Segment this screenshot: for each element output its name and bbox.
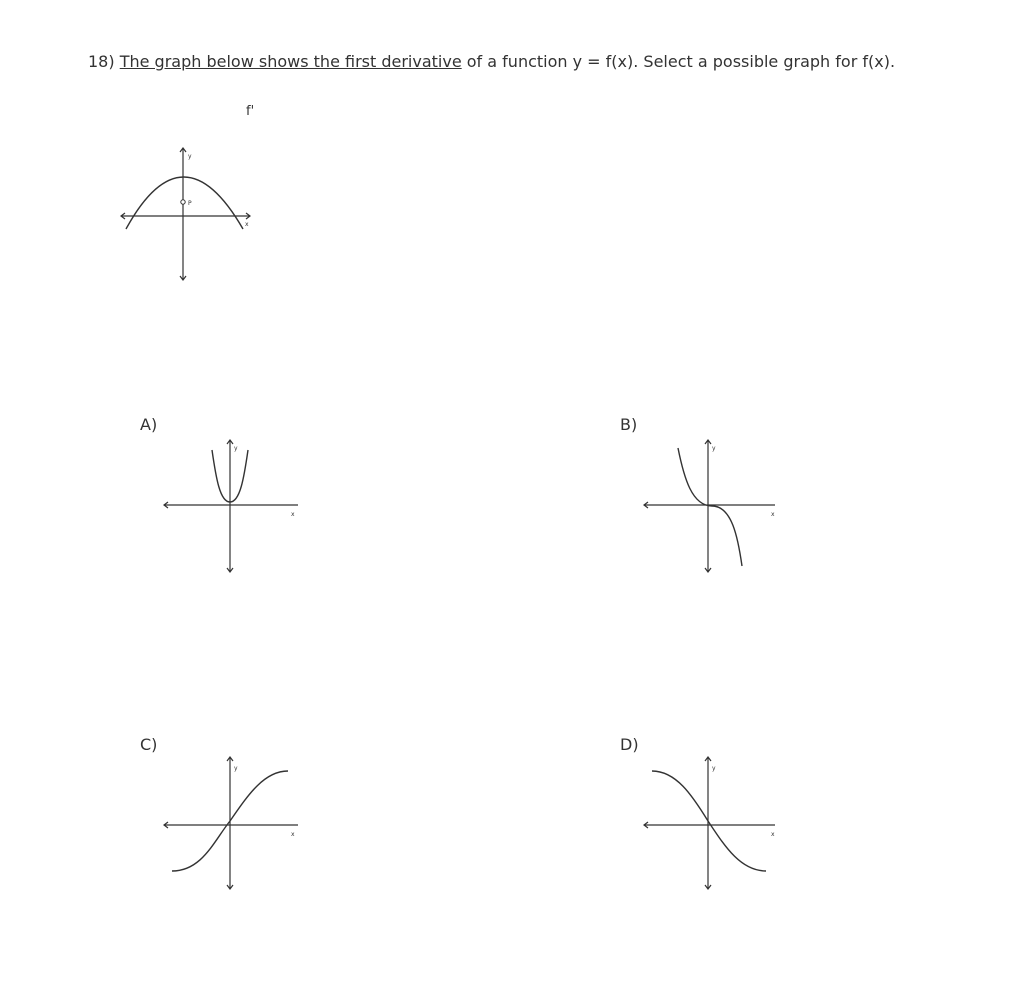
option-b-graph[interactable]: [640, 438, 780, 576]
option-a-graph[interactable]: [160, 438, 300, 576]
option-b-curve: [678, 448, 742, 566]
y-axis-label: y: [712, 765, 716, 772]
y-axis-label: y: [234, 445, 238, 452]
option-a-label[interactable]: A): [140, 415, 158, 434]
x-axis-label: x: [771, 511, 775, 518]
option-d-curve: [652, 771, 766, 871]
option-c-label[interactable]: C): [140, 735, 158, 754]
option-d-label[interactable]: D): [620, 735, 639, 754]
question-text: [88, 52, 895, 71]
x-axis-label: x: [771, 831, 775, 838]
option-c-graph[interactable]: [160, 755, 300, 893]
x-axis-label: x: [291, 831, 295, 838]
x-axis-label: x: [291, 511, 295, 518]
point-marker: [181, 200, 185, 204]
y-axis-label: y: [712, 445, 716, 452]
question-number: 18): [88, 52, 115, 71]
y-axis-label: y: [188, 153, 192, 160]
derivative-label: f': [246, 104, 255, 119]
option-d-graph[interactable]: [640, 755, 780, 893]
x-axis-label: x: [245, 221, 249, 228]
point-label: P: [188, 200, 192, 207]
y-axis-label: y: [234, 765, 238, 772]
question-rest-text: of a function y = f(x). Select a possible graph for f(x).: [466, 52, 896, 71]
option-b-label[interactable]: B): [620, 415, 638, 434]
question-underlined-text: The graph below shows the first derivative: [119, 52, 462, 71]
derivative-graph: [115, 145, 255, 285]
